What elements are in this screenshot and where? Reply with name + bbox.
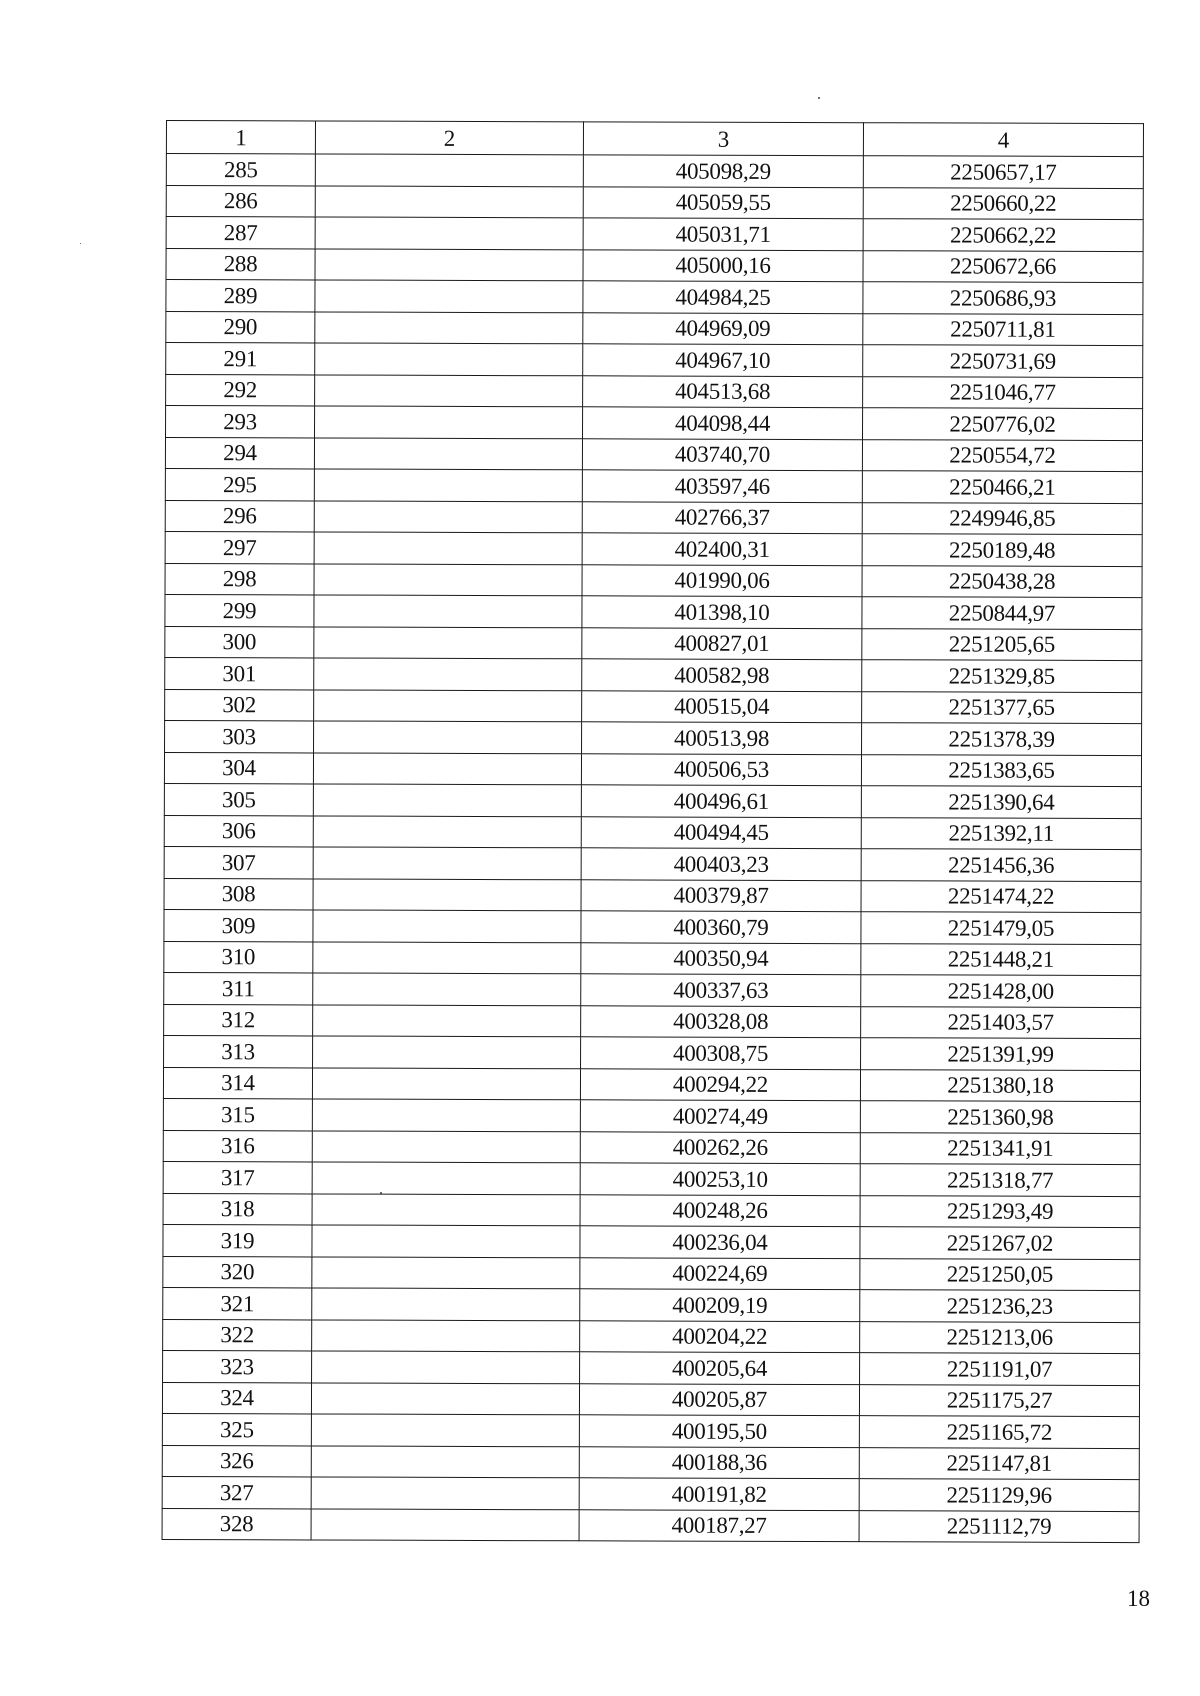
empty-cell <box>314 563 582 595</box>
point-number-cell: 307 <box>164 846 313 878</box>
empty-cell <box>313 847 581 879</box>
x-coordinate-cell: 404984,25 <box>583 281 863 313</box>
x-coordinate-cell: 405059,55 <box>583 186 863 218</box>
x-coordinate-cell: 400205,64 <box>580 1352 860 1384</box>
y-coordinate-cell: 2251191,07 <box>860 1353 1140 1385</box>
y-coordinate-cell: 2251456,36 <box>861 849 1141 881</box>
y-coordinate-cell: 2249946,85 <box>862 502 1142 534</box>
y-coordinate-cell: 2251213,06 <box>860 1321 1140 1353</box>
y-coordinate-cell: 2250466,21 <box>862 471 1142 503</box>
empty-cell <box>313 941 581 973</box>
empty-cell <box>313 1004 581 1036</box>
table-row <box>164 1004 1141 1039</box>
empty-cell <box>311 1477 579 1509</box>
point-number-cell: 311 <box>164 972 313 1004</box>
point-number-cell: 310 <box>164 941 313 973</box>
coordinates-table <box>162 120 1144 1543</box>
empty-cell <box>314 721 582 753</box>
empty-cell <box>315 311 583 343</box>
y-coordinate-cell: 2251390,64 <box>861 786 1141 818</box>
point-number-cell: 287 <box>166 217 315 249</box>
x-coordinate-cell: 400205,87 <box>579 1383 859 1415</box>
empty-cell <box>312 1193 580 1225</box>
table-row <box>166 311 1143 346</box>
table-row <box>165 720 1142 755</box>
table-row <box>163 1193 1140 1228</box>
table-row <box>166 343 1143 378</box>
point-number-cell: 321 <box>163 1287 312 1319</box>
empty-cell <box>312 1225 580 1257</box>
y-coordinate-cell: 2251175,27 <box>859 1384 1139 1416</box>
table-row <box>165 626 1142 661</box>
table-row <box>163 1319 1140 1354</box>
empty-cell <box>315 374 583 406</box>
empty-cell <box>314 500 582 532</box>
empty-cell <box>315 280 583 312</box>
x-coordinate-cell: 402400,31 <box>582 533 862 565</box>
empty-cell <box>312 1099 580 1131</box>
point-number-cell: 291 <box>166 343 315 375</box>
x-coordinate-cell: 400350,94 <box>581 942 861 974</box>
y-coordinate-cell: 2251479,05 <box>861 912 1141 944</box>
table-row <box>162 1476 1139 1511</box>
y-coordinate-cell: 2251267,02 <box>860 1227 1140 1259</box>
table-row <box>166 217 1143 252</box>
table-row <box>163 1256 1140 1291</box>
point-number-cell: 297 <box>165 531 314 563</box>
x-coordinate-cell: 400515,04 <box>582 690 862 722</box>
table-row <box>165 437 1142 472</box>
table-row <box>166 374 1143 409</box>
point-number-cell: 318 <box>163 1193 312 1225</box>
table-row <box>164 1035 1141 1070</box>
x-coordinate-cell: 404967,10 <box>583 344 863 376</box>
empty-cell <box>312 1067 580 1099</box>
y-coordinate-cell: 2251403,57 <box>861 1006 1141 1038</box>
point-number-cell: 294 <box>165 437 314 469</box>
empty-cell <box>312 1162 580 1194</box>
x-coordinate-cell: 400195,50 <box>579 1415 859 1447</box>
empty-cell <box>313 878 581 910</box>
point-number-cell: 305 <box>164 783 313 815</box>
empty-cell <box>313 815 581 847</box>
point-number-cell: 313 <box>164 1035 313 1067</box>
y-coordinate-cell: 2250657,17 <box>863 156 1143 188</box>
table-row <box>164 972 1141 1007</box>
empty-cell <box>315 217 583 249</box>
table-row <box>163 1130 1140 1165</box>
table-row <box>166 185 1143 220</box>
point-number-cell: 300 <box>165 626 314 658</box>
table-row <box>165 594 1142 629</box>
column-header-1: 1 <box>166 121 315 154</box>
point-number-cell: 295 <box>165 468 314 500</box>
empty-cell <box>312 1351 580 1383</box>
x-coordinate-cell: 400379,87 <box>581 879 861 911</box>
x-coordinate-cell: 400360,79 <box>581 911 861 943</box>
table-row <box>164 846 1141 881</box>
y-coordinate-cell: 2250731,69 <box>863 345 1143 377</box>
table-body <box>162 154 1143 1543</box>
y-coordinate-cell: 2251236,23 <box>860 1290 1140 1322</box>
table-row <box>164 815 1141 850</box>
empty-cell <box>313 1036 581 1068</box>
column-header-3: 3 <box>583 122 863 156</box>
x-coordinate-cell: 403597,46 <box>582 470 862 502</box>
x-coordinate-cell: 400506,53 <box>581 753 861 785</box>
point-number-cell: 323 <box>163 1350 312 1382</box>
empty-cell <box>315 248 583 280</box>
empty-cell <box>315 154 583 186</box>
point-number-cell: 285 <box>166 154 315 186</box>
empty-cell <box>312 1130 580 1162</box>
empty-cell <box>311 1382 579 1414</box>
table-row <box>163 1224 1140 1259</box>
scan-speck <box>80 243 81 244</box>
empty-cell <box>314 626 582 658</box>
x-coordinate-cell: 405031,71 <box>583 218 863 250</box>
x-coordinate-cell: 400274,49 <box>580 1100 860 1132</box>
point-number-cell: 308 <box>164 878 313 910</box>
point-number-cell: 309 <box>164 909 313 941</box>
point-number-cell: 322 <box>163 1319 312 1351</box>
x-coordinate-cell: 400253,10 <box>580 1163 860 1195</box>
table-row <box>162 1445 1139 1480</box>
y-coordinate-cell: 2251293,49 <box>860 1195 1140 1227</box>
point-number-cell: 312 <box>164 1004 313 1036</box>
table-row <box>164 752 1141 787</box>
point-number-cell: 298 <box>165 563 314 595</box>
point-number-cell: 317 <box>163 1161 312 1193</box>
x-coordinate-cell: 400337,63 <box>581 974 861 1006</box>
x-coordinate-cell: 400513,98 <box>582 722 862 754</box>
x-coordinate-cell: 400494,45 <box>581 816 861 848</box>
y-coordinate-cell: 2251474,22 <box>861 880 1141 912</box>
column-header-4: 4 <box>863 123 1143 157</box>
table-row <box>164 783 1141 818</box>
y-coordinate-cell: 2250844,97 <box>862 597 1142 629</box>
x-coordinate-cell: 400187,27 <box>579 1509 859 1541</box>
x-coordinate-cell: 405000,16 <box>583 249 863 281</box>
table-row <box>164 941 1141 976</box>
y-coordinate-cell: 2251448,21 <box>861 943 1141 975</box>
empty-cell <box>313 910 581 942</box>
point-number-cell: 293 <box>166 406 315 438</box>
scan-speck <box>818 97 820 99</box>
column-header-2: 2 <box>315 121 583 155</box>
point-number-cell: 302 <box>165 689 314 721</box>
empty-cell <box>314 469 582 501</box>
y-coordinate-cell: 2251360,98 <box>860 1101 1140 1133</box>
point-number-cell: 325 <box>162 1413 311 1445</box>
table-row <box>165 468 1142 503</box>
table-row <box>166 280 1143 315</box>
x-coordinate-cell: 400191,82 <box>579 1478 859 1510</box>
table-row <box>166 406 1143 441</box>
table-row <box>163 1098 1140 1133</box>
x-coordinate-cell: 400294,22 <box>580 1068 860 1100</box>
table-row <box>162 1508 1139 1543</box>
point-number-cell: 304 <box>164 752 313 784</box>
point-number-cell: 328 <box>162 1508 311 1540</box>
x-coordinate-cell: 401398,10 <box>582 596 862 628</box>
table-row <box>162 1382 1139 1417</box>
empty-cell <box>315 343 583 375</box>
y-coordinate-cell: 2250711,81 <box>863 313 1143 345</box>
table-row <box>166 248 1143 283</box>
x-coordinate-cell: 400204,22 <box>580 1320 860 1352</box>
y-coordinate-cell: 2250660,22 <box>863 187 1143 219</box>
y-coordinate-cell: 2251391,99 <box>861 1038 1141 1070</box>
y-coordinate-cell: 2250554,72 <box>862 439 1142 471</box>
point-number-cell: 303 <box>165 720 314 752</box>
x-coordinate-cell: 400224,69 <box>580 1257 860 1289</box>
y-coordinate-cell: 2251046,77 <box>863 376 1143 408</box>
y-coordinate-cell: 2251129,96 <box>859 1479 1139 1511</box>
y-coordinate-cell: 2250776,02 <box>863 408 1143 440</box>
y-coordinate-cell: 2251165,72 <box>859 1416 1139 1448</box>
point-number-cell: 290 <box>166 311 315 343</box>
point-number-cell: 286 <box>166 185 315 217</box>
table-row <box>165 689 1142 724</box>
table-row <box>166 154 1143 189</box>
y-coordinate-cell: 2251378,39 <box>862 723 1142 755</box>
empty-cell <box>311 1445 579 1477</box>
empty-cell <box>312 1256 580 1288</box>
empty-cell <box>314 532 582 564</box>
point-number-cell: 324 <box>162 1382 311 1414</box>
y-coordinate-cell: 2251250,05 <box>860 1258 1140 1290</box>
point-number-cell: 306 <box>164 815 313 847</box>
empty-cell <box>315 185 583 217</box>
point-number-cell: 316 <box>163 1130 312 1162</box>
y-coordinate-cell: 2250189,48 <box>862 534 1142 566</box>
table-row <box>165 500 1142 535</box>
x-coordinate-cell: 404969,09 <box>583 312 863 344</box>
y-coordinate-cell: 2250438,28 <box>862 565 1142 597</box>
point-number-cell: 301 <box>165 657 314 689</box>
empty-cell <box>313 752 581 784</box>
y-coordinate-cell: 2251377,65 <box>862 691 1142 723</box>
y-coordinate-cell: 2251383,65 <box>861 754 1141 786</box>
point-number-cell: 315 <box>163 1098 312 1130</box>
x-coordinate-cell: 400308,75 <box>581 1037 861 1069</box>
empty-cell <box>311 1508 579 1540</box>
y-coordinate-cell: 2250672,66 <box>863 250 1143 282</box>
y-coordinate-cell: 2251428,00 <box>861 975 1141 1007</box>
x-coordinate-cell: 400236,04 <box>580 1226 860 1258</box>
x-coordinate-cell: 400582,98 <box>582 659 862 691</box>
y-coordinate-cell: 2251205,65 <box>862 628 1142 660</box>
empty-cell <box>312 1319 580 1351</box>
empty-cell <box>313 973 581 1005</box>
point-number-cell: 289 <box>166 280 315 312</box>
x-coordinate-cell: 400248,26 <box>580 1194 860 1226</box>
point-number-cell: 326 <box>162 1445 311 1477</box>
y-coordinate-cell: 2251112,79 <box>859 1510 1139 1542</box>
y-coordinate-cell: 2251318,77 <box>860 1164 1140 1196</box>
x-coordinate-cell: 400328,08 <box>581 1005 861 1037</box>
y-coordinate-cell: 2250662,22 <box>863 219 1143 251</box>
empty-cell <box>312 1288 580 1320</box>
x-coordinate-cell: 400403,23 <box>581 848 861 880</box>
y-coordinate-cell: 2251392,11 <box>861 817 1141 849</box>
x-coordinate-cell: 400209,19 <box>580 1289 860 1321</box>
y-coordinate-cell: 2251147,81 <box>859 1447 1139 1479</box>
point-number-cell: 288 <box>166 248 315 280</box>
table-row <box>165 531 1142 566</box>
table-row <box>165 657 1142 692</box>
x-coordinate-cell: 404513,68 <box>583 375 863 407</box>
x-coordinate-cell: 400188,36 <box>579 1446 859 1478</box>
point-number-cell: 320 <box>163 1256 312 1288</box>
y-coordinate-cell: 2251341,91 <box>860 1132 1140 1164</box>
y-coordinate-cell: 2250686,93 <box>863 282 1143 314</box>
table-row <box>164 878 1141 913</box>
empty-cell <box>314 689 582 721</box>
x-coordinate-cell: 405098,29 <box>583 155 863 187</box>
point-number-cell: 296 <box>165 500 314 532</box>
point-number-cell: 292 <box>166 374 315 406</box>
point-number-cell: 319 <box>163 1224 312 1256</box>
x-coordinate-cell: 401990,06 <box>582 564 862 596</box>
point-number-cell: 327 <box>162 1476 311 1508</box>
table-header-row <box>166 121 1143 157</box>
empty-cell <box>313 784 581 816</box>
x-coordinate-cell: 402766,37 <box>582 501 862 533</box>
point-number-cell: 299 <box>165 594 314 626</box>
y-coordinate-cell: 2251380,18 <box>860 1069 1140 1101</box>
table-row <box>163 1067 1140 1102</box>
table-row <box>164 909 1141 944</box>
page-number: 18 <box>1127 1586 1150 1611</box>
empty-cell <box>314 658 582 690</box>
table-row <box>162 1413 1139 1448</box>
empty-cell <box>314 437 582 469</box>
empty-cell <box>311 1414 579 1446</box>
table-row <box>165 563 1142 598</box>
table-row <box>163 1161 1140 1196</box>
x-coordinate-cell: 400262,26 <box>580 1131 860 1163</box>
empty-cell <box>315 406 583 438</box>
x-coordinate-cell: 400827,01 <box>582 627 862 659</box>
point-number-cell: 314 <box>163 1067 312 1099</box>
y-coordinate-cell: 2251329,85 <box>862 660 1142 692</box>
table-row <box>163 1287 1140 1322</box>
x-coordinate-cell: 404098,44 <box>583 407 863 439</box>
x-coordinate-cell: 400496,61 <box>581 785 861 817</box>
empty-cell <box>314 595 582 627</box>
x-coordinate-cell: 403740,70 <box>582 438 862 470</box>
table-row <box>163 1350 1140 1385</box>
